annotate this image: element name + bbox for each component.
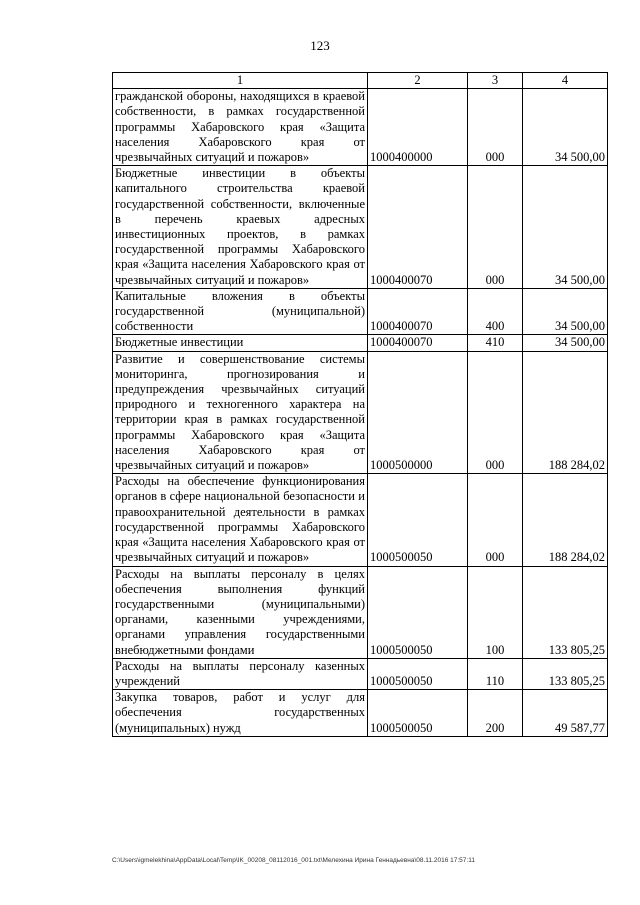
row-code: 1000400000 bbox=[368, 89, 468, 166]
row-name: Бюджетные инвестиции в объекты капитального строительства краевой государственной собственности, включенные в перечень краевых адресных инвестиционных проектов, в рамках государственной программы Хабаровского края «Защита населения Хабаровского края от чрезвычайных ситуаций и пожаров» bbox=[113, 166, 368, 289]
column-header-name: 1 bbox=[113, 73, 368, 89]
table-row bbox=[113, 89, 608, 166]
row-expense-type: 100 bbox=[468, 566, 523, 658]
row-name: Расходы на выплаты персоналу в целях обеспечения выполнения функций государственными (муниципальными) органами, казенными учреждениями, органами управления государственными внебюджетными фондами bbox=[113, 566, 368, 658]
row-code: 1000500050 bbox=[368, 690, 468, 737]
row-sum: 34 500,00 bbox=[523, 166, 608, 289]
budget-table bbox=[112, 72, 608, 737]
row-name: Расходы на выплаты персоналу казенных учреждений bbox=[113, 658, 368, 689]
row-name: Бюджетные инвестиции bbox=[113, 335, 368, 351]
row-sum: 34 500,00 bbox=[523, 335, 608, 351]
page-number: 123 bbox=[310, 38, 330, 53]
row-expense-type: 000 bbox=[468, 89, 523, 166]
row-sum: 34 500,00 bbox=[523, 288, 608, 335]
row-code: 1000400070 bbox=[368, 335, 468, 351]
row-expense-type: 110 bbox=[468, 658, 523, 689]
table-row bbox=[113, 351, 608, 474]
row-code: 1000500050 bbox=[368, 566, 468, 658]
table-row bbox=[113, 166, 608, 289]
row-sum: 34 500,00 bbox=[523, 89, 608, 166]
row-expense-type: 000 bbox=[468, 166, 523, 289]
row-sum: 188 284,02 bbox=[523, 351, 608, 474]
row-name: Развитие и совершенствование системы мониторинга, прогнозирования и предупреждения чрезвычайных ситуаций природного и техногенного характера на территории края в рамках государственной программы Хабаровского края «Защита населения Хабаровского края от чрезвычайных ситуаций и пожаров» bbox=[113, 351, 368, 474]
row-name: Закупка товаров, работ и услуг для обеспечения государственных (муниципальных) нужд bbox=[113, 690, 368, 737]
row-code: 1000400070 bbox=[368, 166, 468, 289]
row-name: гражданской обороны, находящихся в краевой собственности, в рамках государственной программы Хабаровского края «Защита населения Хабаровского края от чрезвычайных ситуаций и пожаров» bbox=[113, 89, 368, 166]
row-sum: 188 284,02 bbox=[523, 474, 608, 566]
table-row bbox=[113, 288, 608, 335]
row-expense-type: 000 bbox=[468, 351, 523, 474]
row-sum: 49 587,77 bbox=[523, 690, 608, 737]
row-sum: 133 805,25 bbox=[523, 566, 608, 658]
row-expense-type: 410 bbox=[468, 335, 523, 351]
table-row bbox=[113, 690, 608, 737]
row-expense-type: 200 bbox=[468, 690, 523, 737]
table-row bbox=[113, 335, 608, 351]
row-expense-type: 400 bbox=[468, 288, 523, 335]
column-header-code: 2 bbox=[368, 73, 468, 89]
table-row bbox=[113, 474, 608, 566]
file-path-footer: C:\Users\igmelekhina\AppData\Local\Temp\IK_00208_08112016_001.txt\Мелехина Ирина Геннадьевна\08.11.2016 17:57:11 bbox=[112, 857, 475, 864]
table-row bbox=[113, 658, 608, 689]
table-header-row bbox=[113, 73, 608, 89]
row-expense-type: 000 bbox=[468, 474, 523, 566]
row-code: 1000400070 bbox=[368, 288, 468, 335]
row-name: Расходы на обеспечение функционирования органов в сфере национальной безопасности и правоохранительной деятельности в рамках государственной программы Хабаровского края «Защита населения Хабаровского края от чрезвычайных ситуаций и пожаров» bbox=[113, 474, 368, 566]
row-code: 1000500050 bbox=[368, 658, 468, 689]
column-header-sum: 4 bbox=[523, 73, 608, 89]
row-code: 1000500000 bbox=[368, 351, 468, 474]
row-code: 1000500050 bbox=[368, 474, 468, 566]
row-name: Капитальные вложения в объекты государственной (муниципальной) собственности bbox=[113, 288, 368, 335]
table-row bbox=[113, 566, 608, 658]
row-sum: 133 805,25 bbox=[523, 658, 608, 689]
column-header-expense-type: 3 bbox=[468, 73, 523, 89]
